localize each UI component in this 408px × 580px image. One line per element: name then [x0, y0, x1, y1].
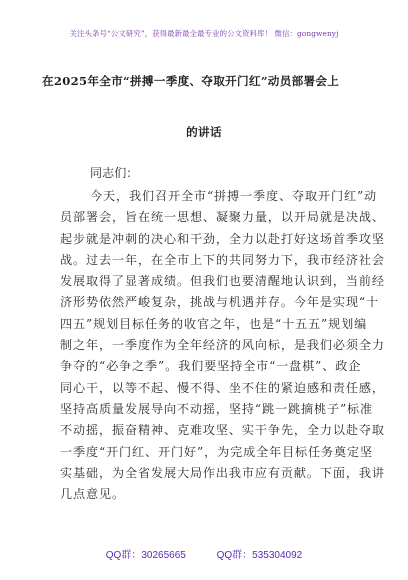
paragraph-line: 实基础，为全省发展大局作出我市应有贡献。下面，我讲 — [60, 465, 385, 480]
paragraph-line: 同心干，以等不起、慢不得、坐不住的紧迫感和责任感， — [60, 380, 385, 395]
paragraph-line: 坚持高质量发展导向不动摇，坚持“跳一跳摘桃子”标准 — [60, 401, 374, 416]
document-title-line-2: 的讲话 — [186, 125, 222, 139]
salutation: 同志们： — [90, 166, 139, 180]
footer-qq-group-1: QQ群：30265665 — [105, 550, 186, 561]
paragraph-line: 起步就是冲刺的决心和干劲，全力以赴打好这场首季攻坚 — [60, 231, 385, 246]
document-title-line-1: 在2025年全市“拼搏一季度、夺取开门红”动员部署会上 — [42, 74, 340, 88]
footer-qq-group-2: QQ群：535304092 — [216, 550, 303, 561]
header-note: 关注头条号“公文研究”，获得最新最全最专业的公文资料库！ 微信：gongwenyj — [69, 29, 339, 38]
paragraph-line: 员部署会，旨在统一思想、凝聚力量，以开局就是决战、 — [60, 210, 385, 225]
paragraph-line: 发展取得了显著成绩。但我们也要清醒地认识到，当前经 — [60, 274, 385, 289]
paragraph-line: 今天，我们召开全市“拼搏一季度、夺取开门红”动 — [90, 189, 378, 203]
paragraph-line: 几点意见。 — [60, 487, 125, 502]
paragraph-line: 争夺的“必争之季”。我们要坚持全市“一盘棋”、政企 — [60, 359, 362, 374]
paragraph-line: 一季度“开门红、开门好”，为完成全年目标任务奠定坚 — [60, 444, 374, 459]
paragraph-line: 制之年，一季度作为全年经济的风向标，是我们必须全力 — [60, 338, 385, 353]
paragraph-line: 不动摇，振奋精神、克难攻坚、实干争先，全力以赴夺取 — [60, 423, 385, 438]
paragraph-line: 济形势依然严峻复杂，挑战与机遇并存。今年是实现“十 — [60, 295, 379, 310]
body-paragraph — [60, 186, 385, 505]
paragraph-line: 战。过去一年，在全市上下的共同努力下，我市经济社会 — [60, 252, 385, 267]
footer-contact — [0, 546, 408, 561]
paragraph-line: 四五”规划目标任务的收官之年，也是“十五五”规划编 — [60, 316, 368, 331]
